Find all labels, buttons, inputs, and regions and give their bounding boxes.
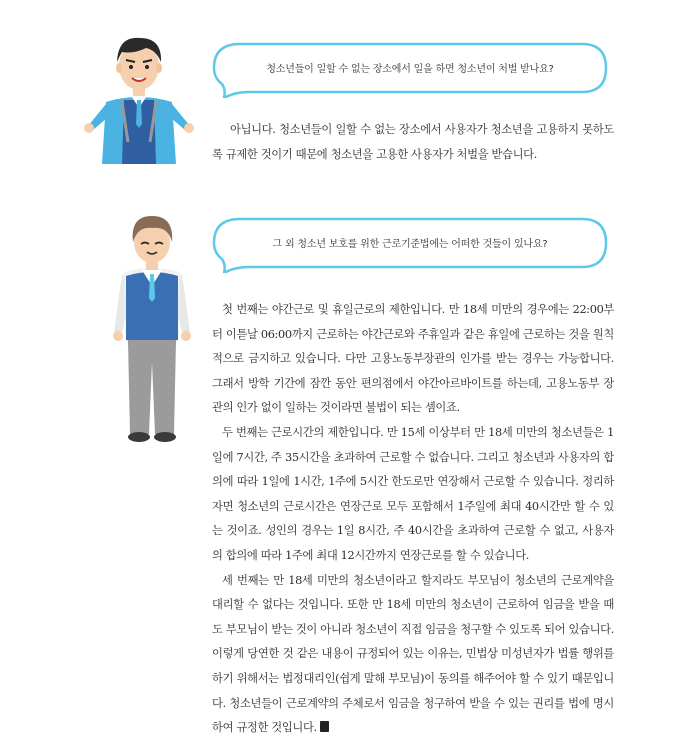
answer-paragraph-2c: 세 번째는 만 18세 미만의 청소년이라고 할지라도 부모님이 청소년의 근로계약을 대리할 수 없다는 것입니다. 또한 만 18세 미만의 청소년이 근로하여 임금을 받을 때도 부모님이 받는 것이 아니라 청소년이 직접 임금을 청구할 수 있도록 되어 있습니다. 이렇게 당연한 것 같은 내용이 규정되어 있는 이유는, 민법상 미성년자가 법률 행위를 하기 위해서는 법정대리인(쉽게 말해 부모님)이 동의를 해주어야 할 수 있기 때문입니다. 청소년들이 근로계약의 주체로서 임금을 청구하여 받을 수 있는 권리를 법에 명시하여 규정한 것입니다. <box>212 573 614 735</box>
teacher-character-illustration <box>84 32 194 164</box>
question-text-2: 그 외 청소년 보호를 위한 근로기준법에는 어떠한 것들이 있나요? <box>272 239 548 250</box>
question-bubble-1 <box>210 38 610 98</box>
answer-paragraph-1: 아닙니다. 청소년들이 일할 수 없는 장소에서 사용자가 청소년을 고용하지 못하도록 규제한 것이기 때문에 청소년을 고용한 사용자가 처벌을 받습니다. <box>212 123 614 161</box>
student-character-illustration <box>112 212 192 444</box>
question-bubble-2 <box>210 213 610 273</box>
answer-body-2 <box>212 298 614 741</box>
answer-paragraph-2b: 두 번째는 근로시간의 제한입니다. 만 15세 이상부터 만 18세 미만의 청소년들은 1일에 7시간, 주 35시간을 초과하여 근로할 수 없습니다. 그리고 청소년과 사용자의 합의에 따라 1일에 1시간, 1주에 5시간 한도로만 연장해서 근로할 수 있습니다. 정리하자면 청소년의 근로시간은 연장근로 모두 포함해서 1주일에 최대 40시간만 할 수 있는 것이죠. 성인의 경우는 1일 8시간, 주 40시간을 초과하여 근로할 수 없고, 사용자의 합의에 따라 1주에 최대 12시간까지 연장근로를 할 수 있습니다. <box>212 425 614 562</box>
answer-paragraph-2a: 첫 번째는 야간근로 및 휴일근로의 제한입니다. 만 18세 미만의 경우에는 22:00부터 이튿날 06:00까지 근로하는 야간근로와 주휴일과 같은 휴일에 근로하는 것을 원칙적으로 금지하고 있습니다. 다만 고용노동부장관의 인가를 받는 경우는 가능합니다. 그래서 방학 기간에 잠깐 동안 편의점에서 야간아르바이트를 하는데, 고용노동부 장관의 인가 없이 일하는 것이라면 불법이 되는 셈이죠. <box>212 303 614 415</box>
question-text-1: 청소년들이 일할 수 없는 장소에서 일을 하면 청소년이 처벌 받나요? <box>266 64 554 75</box>
